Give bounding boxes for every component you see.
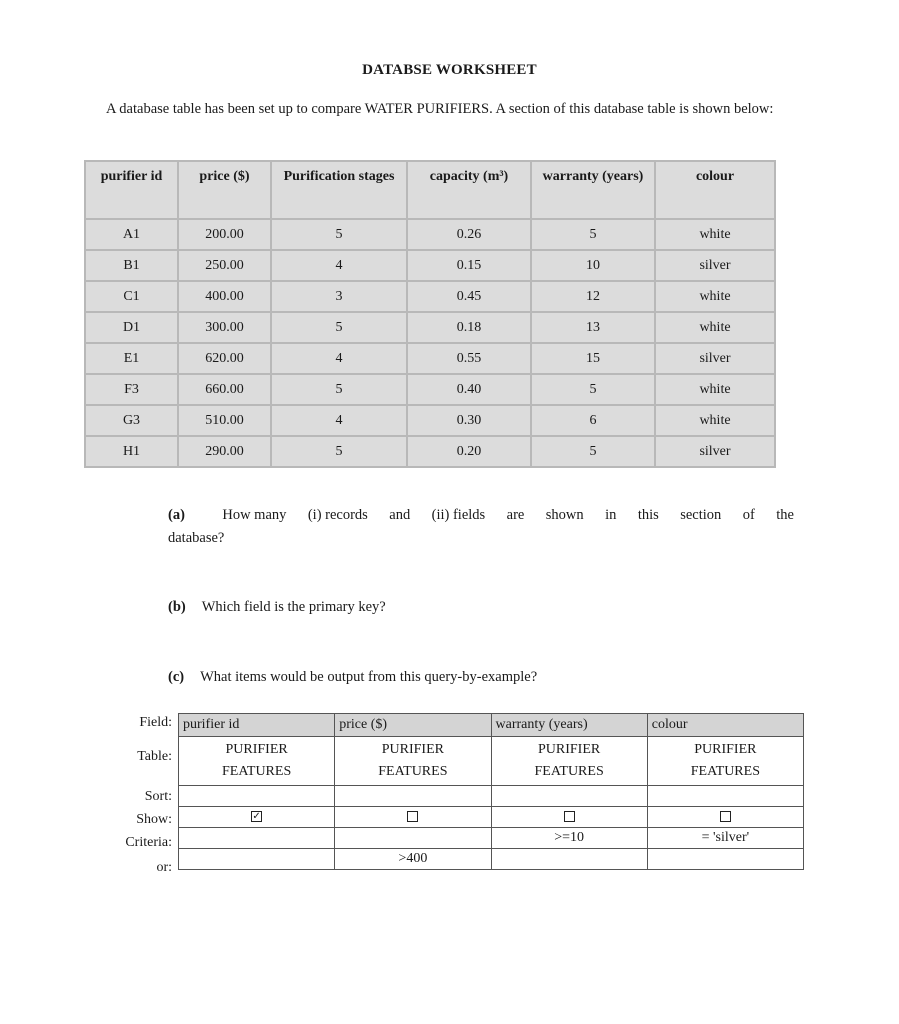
qbe-sort-cell[interactable] [491,786,647,807]
qbe-criteria-cell[interactable]: = 'silver' [647,828,803,849]
qbe-table-cell [491,737,647,786]
question-a-word: (ii) fields [431,507,486,523]
table-row [85,374,775,405]
table-cell: 5 [531,374,655,405]
table-row [85,343,775,374]
table-cell: white [655,281,775,312]
table-row [85,436,775,467]
question-a-word: in [605,507,617,523]
table-row [85,219,775,250]
qbe-label-table: Table: [137,749,172,764]
column-header: Purification stages [271,161,407,219]
query-by-example-grid [178,713,804,870]
qbe-criteria-cell[interactable] [179,828,335,849]
qbe-label-criteria: Criteria: [125,835,172,850]
unchecked-checkbox[interactable] [407,811,418,822]
table-cell: 5 [271,312,407,343]
question-a-word: shown [545,507,584,523]
table-cell: B1 [85,250,178,281]
qbe-table-name-line1: PURIFIER [381,742,444,757]
table-row [85,405,775,436]
table-cell: 5 [271,436,407,467]
question-a-word: section [680,507,722,523]
qbe-table-name-line2: FEATURES [534,764,604,779]
column-header: purifier id [85,161,178,219]
unchecked-checkbox[interactable] [720,811,731,822]
table-row [85,312,775,343]
table-cell: 5 [531,219,655,250]
qbe-criteria-cell[interactable]: >=10 [491,828,647,849]
table-cell: 510.00 [178,405,271,436]
question-a [168,504,794,550]
table-cell: white [655,405,775,436]
question-b [168,596,386,619]
table-cell: 400.00 [178,281,271,312]
column-header: warranty (years) [531,161,655,219]
table-cell: 200.00 [178,219,271,250]
qbe-label-or: or: [156,860,172,875]
table-cell: 10 [531,250,655,281]
qbe-table-cell [647,737,803,786]
question-b-label: (b) [168,599,186,615]
table-cell: D1 [85,312,178,343]
table-cell: 12 [531,281,655,312]
table-cell: 0.40 [407,374,531,405]
table-cell: 4 [271,343,407,374]
table-cell: E1 [85,343,178,374]
question-c [168,666,537,689]
qbe-field-cell: colour [647,714,803,737]
qbe-label-show: Show: [136,812,172,827]
table-cell: A1 [85,219,178,250]
qbe-show-cell [491,807,647,828]
purifier-database-table [84,160,776,468]
table-cell: 0.20 [407,436,531,467]
table-cell: white [655,219,775,250]
table-cell: 0.26 [407,219,531,250]
table-cell: 0.45 [407,281,531,312]
table-cell: 4 [271,405,407,436]
qbe-or-cell[interactable]: >400 [335,849,491,870]
table-cell: 15 [531,343,655,374]
table-cell: 5 [271,219,407,250]
table-cell: H1 [85,436,178,467]
qbe-show-cell [647,807,803,828]
question-a-word: are [506,507,525,523]
qbe-field-cell: price ($) [335,714,491,737]
table-cell: 13 [531,312,655,343]
qbe-field-cell: warranty (years) [491,714,647,737]
column-header: capacity (m³) [407,161,531,219]
qbe-show-cell [179,807,335,828]
table-cell: 0.30 [407,405,531,436]
question-a-word: (i) records [307,507,368,523]
table-cell: 0.18 [407,312,531,343]
question-a-word: of [742,507,755,523]
qbe-sort-cell[interactable] [179,786,335,807]
table-cell: C1 [85,281,178,312]
qbe-field-cell: purifier id [179,714,335,737]
table-cell: 660.00 [178,374,271,405]
table-cell: 4 [271,250,407,281]
table-cell: silver [655,250,775,281]
question-a-continuation: database? [168,530,225,546]
table-cell: F3 [85,374,178,405]
qbe-table-cell [335,737,491,786]
table-cell: white [655,374,775,405]
qbe-or-cell[interactable] [179,849,335,870]
qbe-show-cell [335,807,491,828]
table-cell: 620.00 [178,343,271,374]
qbe-table-name-line2: FEATURES [690,764,760,779]
qbe-criteria-cell[interactable] [335,828,491,849]
table-row [85,281,775,312]
table-cell: 3 [271,281,407,312]
unchecked-checkbox[interactable] [564,811,575,822]
qbe-table-name-line1: PURIFIER [225,742,288,757]
table-cell: 300.00 [178,312,271,343]
table-cell: 0.15 [407,250,531,281]
qbe-table-name-line1: PURIFIER [538,742,601,757]
table-cell: 5 [531,436,655,467]
question-a-word: How many [222,507,287,523]
question-a-label: (a) [168,507,185,523]
qbe-or-cell[interactable] [647,849,803,870]
worksheet-title: DATABSE WORKSHEET [362,62,537,78]
column-header: price ($) [178,161,271,219]
qbe-table-name-line1: PURIFIER [694,742,757,757]
table-cell: 5 [271,374,407,405]
table-cell: 0.55 [407,343,531,374]
table-cell: silver [655,343,775,374]
qbe-or-cell[interactable] [491,849,647,870]
qbe-label-sort: Sort: [144,789,172,804]
table-row [85,250,775,281]
question-b-text: Which field is the primary key? [201,599,386,615]
qbe-sort-cell[interactable] [335,786,491,807]
qbe-table-cell [179,737,335,786]
table-cell: 6 [531,405,655,436]
question-a-word: this [637,507,659,523]
column-header: colour [655,161,775,219]
question-a-word: the [776,507,794,523]
intro-paragraph: A database table has been set up to compare WATER PURIFIERS. A section of this database table is shown below: [106,101,774,117]
qbe-sort-cell[interactable] [647,786,803,807]
question-c-label: (c) [168,669,185,685]
table-cell: 250.00 [178,250,271,281]
question-c-text: What items would be output from this query-by-example? [200,669,538,685]
qbe-table-name-line2: FEATURES [222,764,292,779]
qbe-label-field: Field: [139,715,172,730]
question-a-word: and [389,507,411,523]
table-cell: 290.00 [178,436,271,467]
qbe-table-name-line2: FEATURES [378,764,448,779]
table-cell: G3 [85,405,178,436]
table-cell: silver [655,436,775,467]
checked-checkbox[interactable]: ✓ [252,811,261,823]
table-cell: white [655,312,775,343]
